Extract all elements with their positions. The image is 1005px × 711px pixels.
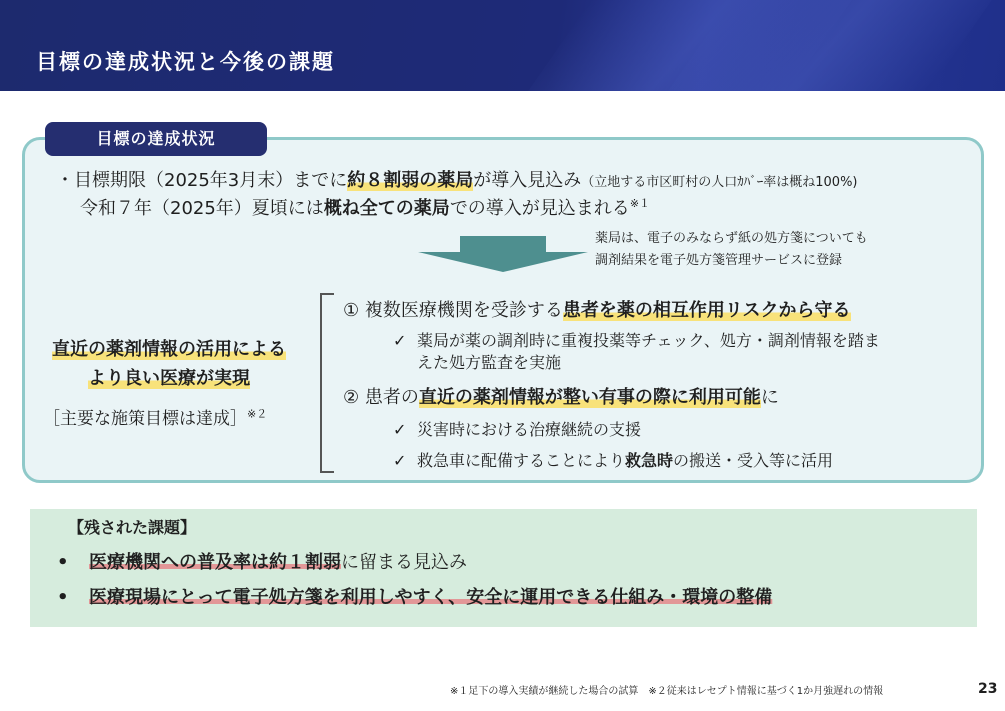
check-text-bold: 救急時 bbox=[625, 451, 674, 470]
line1-prefix: ・目標期限（2025年3月末）までに bbox=[56, 170, 348, 191]
check-text: の搬送・受入等に活用 bbox=[673, 451, 834, 470]
line2-bold: 概ね全ての薬局 bbox=[323, 198, 450, 219]
point-2-suffix: に bbox=[760, 387, 779, 408]
status-line-1 bbox=[56, 166, 858, 192]
point-2 bbox=[343, 383, 779, 409]
result-title-line-1: 直近の薬剤情報の活用による bbox=[52, 339, 286, 360]
check-text: 救急車に配備することにより bbox=[417, 451, 626, 470]
point-1 bbox=[343, 296, 851, 322]
point-2-number: ② bbox=[343, 387, 360, 408]
point-2-highlight: 直近の薬剤情報が整い有事の際に利用可能 bbox=[418, 387, 761, 408]
bullet: • bbox=[57, 587, 69, 608]
point-1-prefix: 複数医療機関を受診する bbox=[364, 300, 563, 321]
issue-item-1 bbox=[57, 548, 467, 574]
line1-highlight: 約８割弱の薬局 bbox=[347, 170, 474, 191]
point-2-check-2 bbox=[393, 448, 833, 471]
line2-prefix: 令和７年（2025年）夏頃には bbox=[80, 198, 324, 219]
line1-suffix: が導入見込み bbox=[473, 170, 582, 191]
line2-suffix: での導入が見込まれる bbox=[449, 198, 630, 219]
page-title: 目標の達成状況と今後の課題 bbox=[36, 50, 335, 74]
check-icon: ✓ bbox=[393, 420, 407, 439]
check-icon: ✓ bbox=[393, 451, 407, 470]
bracket-divider bbox=[320, 293, 334, 473]
line1-small: （立地する市区町村の人口ｶﾊﾞｰ率は概ね100%) bbox=[581, 175, 858, 190]
check-text: 薬局が薬の調剤時に重複投薬等チェック、処方・調剤情報を踏ま bbox=[417, 331, 880, 350]
check-text: 災害時における治療継続の支援 bbox=[417, 420, 642, 439]
note-line-2: 調剤結果を電子処方箋管理サービスに登録 bbox=[595, 253, 843, 268]
line2-footnote-mark: ※１ bbox=[629, 197, 651, 210]
point-2-prefix: 患者の bbox=[364, 387, 419, 408]
issue-item-2 bbox=[57, 583, 772, 609]
result-subtitle bbox=[43, 404, 267, 429]
header-banner bbox=[0, 0, 1005, 91]
down-arrow-icon bbox=[418, 236, 588, 272]
check-icon: ✓ bbox=[393, 331, 407, 350]
result-title bbox=[40, 335, 298, 393]
issue-1-bold: 医療機関への普及率は約１割弱 bbox=[89, 552, 341, 573]
issue-1-rest: に留まる見込み bbox=[341, 552, 467, 573]
check-text-cont: えた処方監査を実施 bbox=[417, 353, 562, 372]
result-title-line-2: より良い医療が実現 bbox=[88, 368, 250, 389]
result-footnote-mark: ※２ bbox=[247, 407, 268, 421]
point-1-highlight: 患者を薬の相互作用リスクから守る bbox=[562, 300, 851, 321]
point-2-check-1 bbox=[393, 417, 641, 440]
status-tab-label: 目標の達成状況 bbox=[45, 122, 267, 156]
arrow-note bbox=[595, 228, 868, 272]
status-line-2 bbox=[80, 194, 650, 220]
issues-title: 【残された課題】 bbox=[68, 518, 197, 537]
issue-2-bold: 医療現場にとって電子処方箋を利用しやすく、安全に運用できる仕組み・環境の整備 bbox=[89, 587, 773, 608]
result-subtitle-text: ［主要な施策目標は達成］ bbox=[43, 409, 247, 429]
note-line-1: 薬局は、電子のみならず紙の処方箋についても bbox=[595, 231, 868, 246]
point-1-check bbox=[393, 330, 880, 374]
page-number: 23 bbox=[978, 681, 998, 697]
footnote: ※１足下の導入実績が継続した場合の試算 ※２従来はレセプト情報に基づく1か月強遅れの情報 bbox=[450, 686, 884, 697]
bullet: • bbox=[57, 552, 69, 573]
point-1-number: ① bbox=[343, 300, 360, 321]
